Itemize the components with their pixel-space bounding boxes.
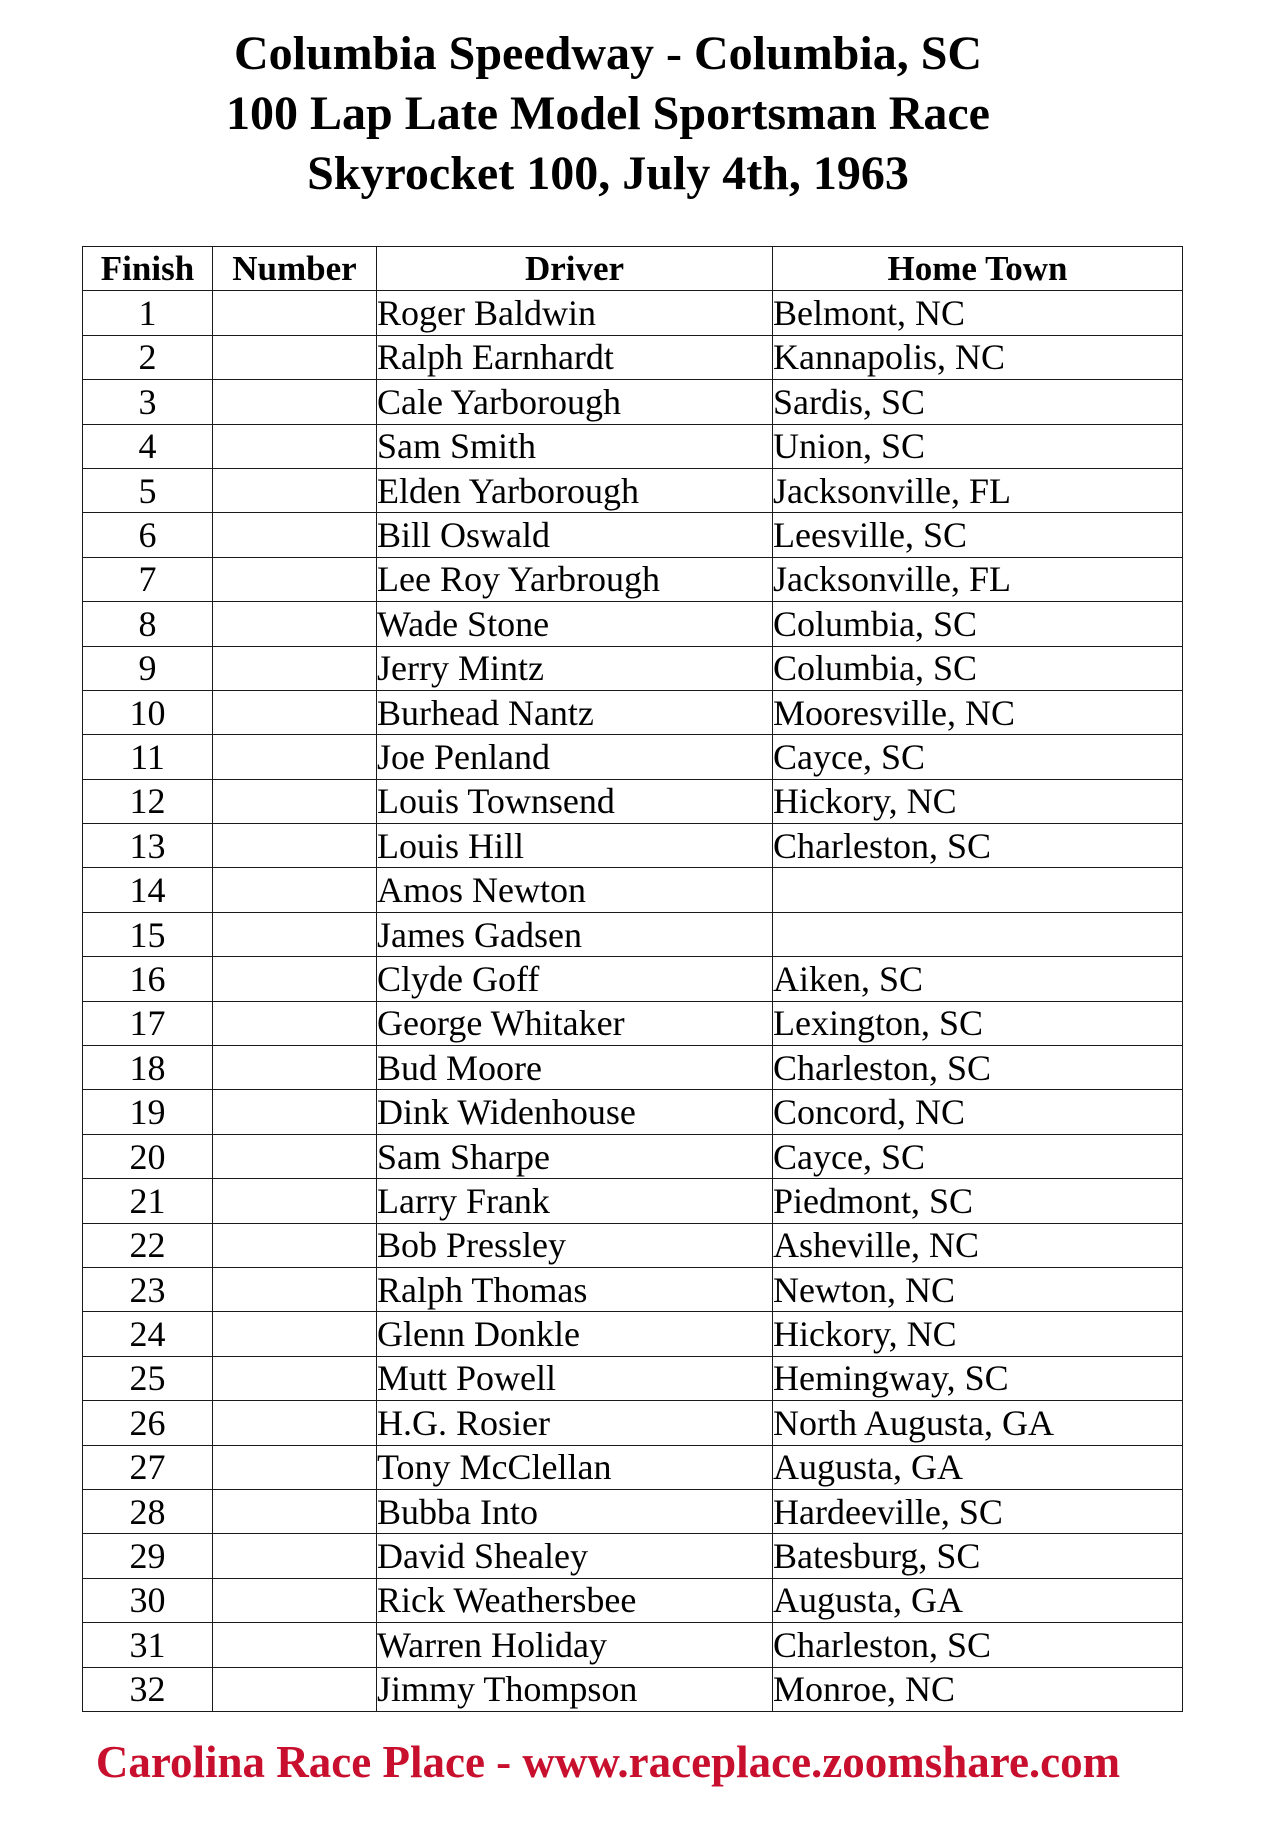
number-cell bbox=[213, 646, 377, 690]
home-town-cell: Columbia, SC bbox=[773, 602, 1183, 646]
finish-cell: 2 bbox=[83, 335, 213, 379]
table-row bbox=[83, 690, 1183, 734]
home-town-cell: Piedmont, SC bbox=[773, 1179, 1183, 1223]
table-row bbox=[83, 1179, 1183, 1223]
table-row bbox=[83, 1667, 1183, 1711]
finish-cell: 17 bbox=[83, 1001, 213, 1045]
finish-cell: 25 bbox=[83, 1356, 213, 1400]
home-town-cell: Leesville, SC bbox=[773, 513, 1183, 557]
finish-cell: 29 bbox=[83, 1534, 213, 1578]
number-cell bbox=[213, 690, 377, 734]
finish-cell: 13 bbox=[83, 824, 213, 868]
table-row bbox=[83, 1401, 1183, 1445]
driver-cell: Jerry Mintz bbox=[377, 646, 773, 690]
number-cell bbox=[213, 1046, 377, 1090]
results-body bbox=[83, 291, 1183, 1712]
home-town-cell: Hickory, NC bbox=[773, 1312, 1183, 1356]
table-row bbox=[83, 291, 1183, 335]
finish-cell: 3 bbox=[83, 380, 213, 424]
driver-cell: Bud Moore bbox=[377, 1046, 773, 1090]
number-cell bbox=[213, 335, 377, 379]
home-town-cell: Sardis, SC bbox=[773, 380, 1183, 424]
number-cell bbox=[213, 1001, 377, 1045]
header-number: Number bbox=[213, 247, 377, 291]
number-cell bbox=[213, 557, 377, 601]
driver-cell: Clyde Goff bbox=[377, 957, 773, 1001]
table-row bbox=[83, 513, 1183, 557]
driver-cell: Bubba Into bbox=[377, 1489, 773, 1533]
home-town-cell: Charleston, SC bbox=[773, 1046, 1183, 1090]
finish-cell: 7 bbox=[83, 557, 213, 601]
finish-cell: 5 bbox=[83, 468, 213, 512]
table-row bbox=[83, 1534, 1183, 1578]
home-town-cell: Cayce, SC bbox=[773, 1134, 1183, 1178]
finish-cell: 4 bbox=[83, 424, 213, 468]
title-line-race: 100 Lap Late Model Sportsman Race bbox=[226, 87, 990, 140]
number-cell bbox=[213, 1489, 377, 1533]
number-cell bbox=[213, 779, 377, 823]
driver-cell: Sam Sharpe bbox=[377, 1134, 773, 1178]
home-town-cell: Lexington, SC bbox=[773, 1001, 1183, 1045]
finish-cell: 20 bbox=[83, 1134, 213, 1178]
driver-cell: Dink Widenhouse bbox=[377, 1090, 773, 1134]
driver-cell: David Shealey bbox=[377, 1534, 773, 1578]
number-cell bbox=[213, 1223, 377, 1267]
driver-cell: H.G. Rosier bbox=[377, 1401, 773, 1445]
home-town-cell: Columbia, SC bbox=[773, 646, 1183, 690]
table-row bbox=[83, 1445, 1183, 1489]
home-town-cell: Hickory, NC bbox=[773, 779, 1183, 823]
driver-cell: Wade Stone bbox=[377, 602, 773, 646]
driver-cell: Elden Yarborough bbox=[377, 468, 773, 512]
finish-cell: 24 bbox=[83, 1312, 213, 1356]
table-row bbox=[83, 779, 1183, 823]
driver-cell: Joe Penland bbox=[377, 735, 773, 779]
table-row bbox=[83, 1356, 1183, 1400]
driver-cell: Ralph Thomas bbox=[377, 1267, 773, 1311]
footer-credit: Carolina Race Place - www.raceplace.zoomshare.com bbox=[95, 1737, 1121, 1787]
driver-cell: Bob Pressley bbox=[377, 1223, 773, 1267]
home-town-cell: Batesburg, SC bbox=[773, 1534, 1183, 1578]
driver-cell: James Gadsen bbox=[377, 912, 773, 956]
table-row bbox=[83, 557, 1183, 601]
number-cell bbox=[213, 1534, 377, 1578]
home-town-cell: Aiken, SC bbox=[773, 957, 1183, 1001]
table-row bbox=[83, 1134, 1183, 1178]
table-row bbox=[83, 824, 1183, 868]
table-row bbox=[83, 646, 1183, 690]
number-cell bbox=[213, 380, 377, 424]
table-row bbox=[83, 957, 1183, 1001]
number-cell bbox=[213, 1445, 377, 1489]
home-town-cell: Hardeeville, SC bbox=[773, 1489, 1183, 1533]
finish-cell: 23 bbox=[83, 1267, 213, 1311]
driver-cell: Larry Frank bbox=[377, 1179, 773, 1223]
home-town-cell: Augusta, GA bbox=[773, 1578, 1183, 1622]
table-row bbox=[83, 424, 1183, 468]
home-town-cell: Union, SC bbox=[773, 424, 1183, 468]
finish-cell: 6 bbox=[83, 513, 213, 557]
home-town-cell: Kannapolis, NC bbox=[773, 335, 1183, 379]
title-line-venue: Columbia Speedway - Columbia, SC bbox=[233, 27, 983, 80]
finish-cell: 28 bbox=[83, 1489, 213, 1533]
driver-cell: Cale Yarborough bbox=[377, 380, 773, 424]
driver-cell: Warren Holiday bbox=[377, 1623, 773, 1667]
table-row bbox=[83, 735, 1183, 779]
home-town-cell: Belmont, NC bbox=[773, 291, 1183, 335]
driver-cell: Lee Roy Yarbrough bbox=[377, 557, 773, 601]
number-cell bbox=[213, 868, 377, 912]
number-cell bbox=[213, 1401, 377, 1445]
number-cell bbox=[213, 1179, 377, 1223]
finish-cell: 8 bbox=[83, 602, 213, 646]
table-row bbox=[83, 468, 1183, 512]
number-cell bbox=[213, 824, 377, 868]
table-row bbox=[83, 1267, 1183, 1311]
header-finish: Finish bbox=[83, 247, 213, 291]
number-cell bbox=[213, 912, 377, 956]
number-cell bbox=[213, 1356, 377, 1400]
table-row bbox=[83, 1001, 1183, 1045]
driver-cell: Louis Townsend bbox=[377, 779, 773, 823]
finish-cell: 14 bbox=[83, 868, 213, 912]
finish-cell: 19 bbox=[83, 1090, 213, 1134]
home-town-cell: Mooresville, NC bbox=[773, 690, 1183, 734]
table-row bbox=[83, 1090, 1183, 1134]
home-town-cell: Jacksonville, FL bbox=[773, 468, 1183, 512]
home-town-cell: Newton, NC bbox=[773, 1267, 1183, 1311]
driver-cell: Burhead Nantz bbox=[377, 690, 773, 734]
number-cell bbox=[213, 1623, 377, 1667]
home-town-cell: Monroe, NC bbox=[773, 1667, 1183, 1711]
finish-cell: 16 bbox=[83, 957, 213, 1001]
home-town-cell: Hemingway, SC bbox=[773, 1356, 1183, 1400]
driver-cell: Rick Weathersbee bbox=[377, 1578, 773, 1622]
home-town-cell: Charleston, SC bbox=[773, 824, 1183, 868]
header-home-town: Home Town bbox=[773, 247, 1183, 291]
table-row bbox=[83, 868, 1183, 912]
number-cell bbox=[213, 1312, 377, 1356]
number-cell bbox=[213, 468, 377, 512]
number-cell bbox=[213, 1090, 377, 1134]
driver-cell: Bill Oswald bbox=[377, 513, 773, 557]
finish-cell: 32 bbox=[83, 1667, 213, 1711]
table-header-row bbox=[83, 247, 1183, 291]
finish-cell: 15 bbox=[83, 912, 213, 956]
driver-cell: Louis Hill bbox=[377, 824, 773, 868]
number-cell bbox=[213, 602, 377, 646]
header-driver: Driver bbox=[377, 247, 773, 291]
home-town-cell bbox=[773, 868, 1183, 912]
finish-cell: 31 bbox=[83, 1623, 213, 1667]
driver-cell: Amos Newton bbox=[377, 868, 773, 912]
finish-cell: 30 bbox=[83, 1578, 213, 1622]
finish-cell: 1 bbox=[83, 291, 213, 335]
home-town-cell: Cayce, SC bbox=[773, 735, 1183, 779]
finish-cell: 10 bbox=[83, 690, 213, 734]
finish-cell: 21 bbox=[83, 1179, 213, 1223]
home-town-cell: Asheville, NC bbox=[773, 1223, 1183, 1267]
finish-cell: 26 bbox=[83, 1401, 213, 1445]
number-cell bbox=[213, 513, 377, 557]
home-town-cell: Jacksonville, FL bbox=[773, 557, 1183, 601]
driver-cell: Ralph Earnhardt bbox=[377, 335, 773, 379]
table-row bbox=[83, 335, 1183, 379]
home-town-cell: Charleston, SC bbox=[773, 1623, 1183, 1667]
table-row bbox=[83, 1223, 1183, 1267]
table-row bbox=[83, 1489, 1183, 1533]
finish-cell: 11 bbox=[83, 735, 213, 779]
title-line-event: Skyrocket 100, July 4th, 1963 bbox=[307, 147, 909, 200]
number-cell bbox=[213, 1267, 377, 1311]
number-cell bbox=[213, 735, 377, 779]
number-cell bbox=[213, 1578, 377, 1622]
home-town-cell: North Augusta, GA bbox=[773, 1401, 1183, 1445]
results-table bbox=[82, 246, 1183, 1712]
driver-cell: Mutt Powell bbox=[377, 1356, 773, 1400]
home-town-cell: Augusta, GA bbox=[773, 1445, 1183, 1489]
driver-cell: Roger Baldwin bbox=[377, 291, 773, 335]
number-cell bbox=[213, 291, 377, 335]
finish-cell: 12 bbox=[83, 779, 213, 823]
driver-cell: Sam Smith bbox=[377, 424, 773, 468]
table-row bbox=[83, 1046, 1183, 1090]
driver-cell: Tony McClellan bbox=[377, 1445, 773, 1489]
table-row bbox=[83, 1312, 1183, 1356]
number-cell bbox=[213, 1134, 377, 1178]
number-cell bbox=[213, 957, 377, 1001]
table-row bbox=[83, 912, 1183, 956]
finish-cell: 18 bbox=[83, 1046, 213, 1090]
driver-cell: Jimmy Thompson bbox=[377, 1667, 773, 1711]
home-town-cell: Concord, NC bbox=[773, 1090, 1183, 1134]
page-title bbox=[0, 24, 1216, 204]
table-row bbox=[83, 1623, 1183, 1667]
finish-cell: 9 bbox=[83, 646, 213, 690]
driver-cell: George Whitaker bbox=[377, 1001, 773, 1045]
table-row bbox=[83, 380, 1183, 424]
driver-cell: Glenn Donkle bbox=[377, 1312, 773, 1356]
home-town-cell bbox=[773, 912, 1183, 956]
number-cell bbox=[213, 424, 377, 468]
finish-cell: 27 bbox=[83, 1445, 213, 1489]
number-cell bbox=[213, 1667, 377, 1711]
finish-cell: 22 bbox=[83, 1223, 213, 1267]
table-row bbox=[83, 602, 1183, 646]
table-row bbox=[83, 1578, 1183, 1622]
